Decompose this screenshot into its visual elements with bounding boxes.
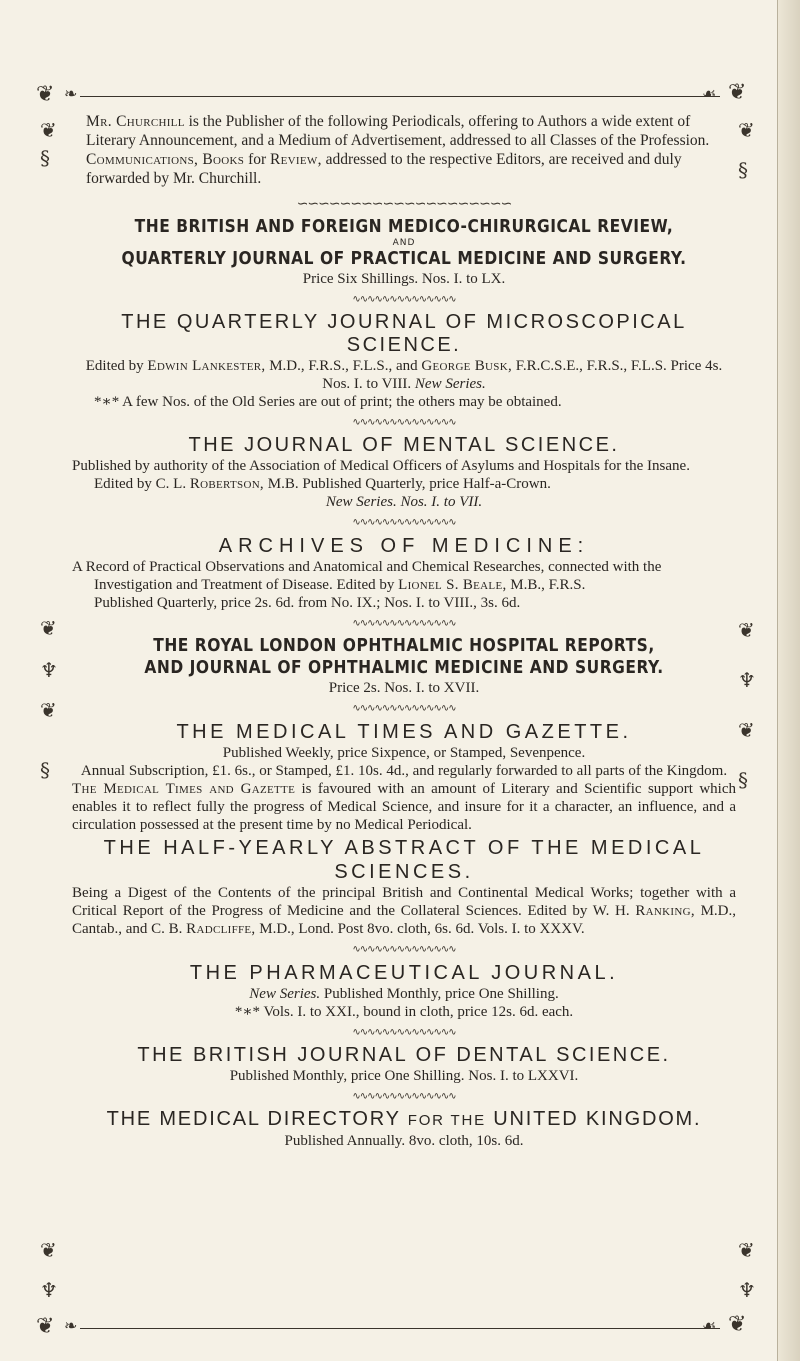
entry-title: THE PHARMACEUTICAL JOURNAL.	[189, 962, 619, 984]
entry-text	[72, 558, 736, 594]
vine-ornament-icon: ♆	[738, 1278, 756, 1302]
entry-text	[72, 884, 736, 938]
vine-ornament-icon: §	[40, 758, 50, 782]
catalogue-content	[72, 112, 736, 1152]
wavy-rule: ∿∿∿∿∿∿∿∿∿∿∿∿∿∿	[352, 703, 456, 714]
entry-title: THE QUARTERLY JOURNAL OF MICROSCOPICAL SCIENCE.	[121, 311, 687, 356]
editor-name: Lionel S. Beale,	[398, 577, 507, 593]
entry-text: Published Monthly, price One Shilling.	[320, 986, 559, 1002]
entry-text: M.B., F.R.S.	[506, 577, 586, 593]
ophthalmic-entry	[72, 635, 736, 697]
wavy-rule: ∿∿∿∿∿∿∿∿∿∿∿∿∿∿	[352, 618, 456, 629]
entry-title: THE ROYAL LONDON OPHTHALMIC HOSPITAL REPORTS, AND JOURNAL OF OPHTHALMIC MEDICINE AND SURGERY.	[144, 635, 664, 678]
fleuron-icon: ☙	[702, 1316, 717, 1335]
entry-title: QUARTERLY JOURNAL OF PRACTICAL MEDICINE AND SURGERY.	[121, 248, 687, 269]
entry-title: ARCHIVES OF MEDICINE:	[218, 535, 590, 557]
vine-ornament-icon: ❦	[40, 698, 57, 722]
bottom-border-rule	[80, 1328, 720, 1329]
entry-text: Published Monthly, price One Shilling. Nos. I. to LXXVI.	[229, 1068, 579, 1084]
entry-text: Published by authority of the Association of Medical Officers of Asylums and Hospitals for the Insane.	[72, 458, 690, 474]
entry-title: THE BRITISH AND FOREIGN MEDICO-CHIRURGICAL REVIEW,	[134, 216, 674, 237]
fleuron-icon: ❦	[728, 80, 747, 105]
editor-name: George Busk,	[421, 358, 513, 374]
entry-title-text: FOR THE	[407, 1112, 486, 1129]
wavy-rule: ∿∿∿∿∿∿∿∿∿∿∿∿∿∿	[352, 417, 456, 428]
wavy-rule: ∿∿∿∿∿∿∿∿∿∿∿∿∿∿	[352, 944, 456, 955]
entry-editors	[72, 475, 736, 493]
mental-entry	[72, 434, 736, 511]
entry-text: A Record of Practical Observations and Anatomical and Chemical Researches, connected with the Investigation and Treatment of Disease. Edited by	[72, 559, 662, 593]
entry-text: M.D., Lond. Post 8vo. cloth, 6s. 6d. Vols. I. to XXXV.	[255, 921, 585, 937]
vine-ornament-icon: ❦	[738, 718, 755, 742]
vine-ornament-icon: ❦	[738, 118, 755, 142]
entry-text: M.D., Cantab., and C. B.	[72, 903, 736, 937]
top-border-rule	[80, 96, 720, 97]
page-edge	[777, 0, 800, 1361]
wavy-rule: ∿∿∿∿∿∿∿∿∿∿∿∿∿∿	[352, 1091, 456, 1102]
journal-name: The Medical Times and Gazette	[72, 781, 296, 797]
entry-note: *∗* A few Nos. of the Old Series are out of print; the others may be obtained.	[94, 394, 562, 410]
vine-ornament-icon: ❦	[738, 1238, 755, 1262]
entry-text: Published Weekly, price Sixpence, or Stamped, Sevenpence.	[222, 745, 586, 761]
entry-text: M.D., F.R.S., F.L.S., and	[265, 358, 422, 374]
entry-text: Edited by C. L.	[94, 476, 190, 492]
fleuron-icon: ❦	[728, 1312, 747, 1337]
wavy-rule: ∿∿∿∿∿∿∿∿∿∿∿∿∿∿	[352, 1027, 456, 1038]
entry-series: New Series. Nos. I. to VII.	[325, 494, 483, 510]
entry-text: Annual Subscription, £1. 6s., or Stamped, £1. 10s. 4d., and regularly forwarded to all parts of the Kingdom.	[80, 763, 728, 779]
editor-name: Ranking,	[635, 903, 695, 919]
entry-price: Published Quarterly, price 2s. 6d. from No. IX.; Nos. I. to VIII., 3s. 6d.	[94, 595, 521, 611]
entry-title-and: AND	[392, 238, 416, 248]
entry-price: Price 2s. Nos. I. to XVII.	[328, 680, 480, 696]
editor-name: Radcliffe,	[186, 921, 256, 937]
microscopical-entry	[72, 311, 736, 411]
vine-ornament-icon: §	[738, 158, 748, 182]
intro-text: Communications, Books	[86, 151, 245, 168]
intro-text: is the Publisher of the following Periodicals, offering to Authors a wide extent of Literary Announcement, and a Medium of Advertisement, addressed to all Classes of the Profession.	[86, 113, 710, 149]
entry-title: THE BRITISH JOURNAL OF DENTAL SCIENCE.	[137, 1044, 671, 1066]
entry-title-text: UNITED KINGDOM.	[485, 1108, 702, 1130]
vine-ornament-icon: ♆	[738, 668, 756, 692]
wavy-rule: ∽∽∽∽∽∽∽∽∽∽∽∽∽∽∽∽∽∽∽∽	[296, 196, 512, 212]
entry-editors	[72, 357, 736, 393]
dental-entry	[72, 1044, 736, 1085]
vine-ornament-icon: ♆	[40, 1278, 58, 1302]
editor-name: Edwin Lankester,	[147, 358, 266, 374]
intro-text: for	[244, 151, 271, 168]
intro-text: Review,	[270, 151, 322, 168]
entry-series: New Series.	[414, 376, 486, 392]
vine-ornament-icon: ❦	[40, 1238, 57, 1262]
review-entry	[72, 216, 736, 288]
entry-title: THE JOURNAL OF MENTAL SCIENCE.	[188, 434, 620, 456]
entry-text: Being a Digest of the Contents of the principal British and Continental Medical Works; together with a Critical Report of the Progress of Medicine and the Collateral Sciences. Edited by W. H.	[72, 885, 736, 919]
entry-text	[72, 985, 736, 1003]
wavy-rule: ∿∿∿∿∿∿∿∿∿∿∿∿∿∿	[352, 294, 456, 305]
vine-ornament-icon: ❦	[738, 618, 755, 642]
fleuron-icon: ❧	[64, 1316, 78, 1335]
entry-text: M.B. Published Quarterly, price Half-a-Crown.	[263, 476, 551, 492]
entry-title-text: THE MEDICAL DIRECTORY	[106, 1108, 408, 1130]
times-entry	[72, 720, 736, 834]
entry-series: New Series.	[249, 986, 321, 1002]
fleuron-icon: ❦	[36, 1314, 55, 1339]
vine-ornament-icon: ❦	[40, 616, 57, 640]
vine-ornament-icon: ♆	[40, 658, 58, 682]
editor-name: Robertson,	[189, 476, 264, 492]
fleuron-icon: ❦	[36, 82, 55, 107]
publisher-intro	[86, 112, 736, 188]
vine-ornament-icon: §	[40, 146, 50, 170]
fleuron-icon: ❧	[64, 84, 78, 103]
fleuron-icon: ☙	[702, 84, 717, 103]
vine-ornament-icon: ❦	[40, 118, 57, 142]
abstract-entry	[72, 836, 736, 938]
entry-text: F.R.C.S.E., F.R.S., F.L.S. Price 4s. Nos. I. to VIII.	[322, 358, 723, 392]
entry-title	[72, 1108, 736, 1132]
vine-ornament-icon: §	[738, 768, 748, 792]
entry-note: *∗* Vols. I. to XXI., bound in cloth, price 12s. 6d. each.	[234, 1004, 574, 1020]
publisher-name: Mr. Churchill	[86, 113, 185, 130]
entry-title: THE MEDICAL TIMES AND GAZETTE.	[176, 721, 632, 743]
intro-text: addressed to the respective Editors, are received and duly forwarded by Mr. Churchill.	[86, 151, 682, 187]
entry-text: is favoured with an amount of Literary and Scientific support which enables it to reflect fully the progress of Medical Science, and insure for it a character, an influence, and a circulation possessed at the present time by no Medical Periodical.	[72, 781, 736, 833]
entry-price: Published Annually. 8vo. cloth, 10s. 6d.	[284, 1133, 524, 1149]
wavy-rule: ∿∿∿∿∿∿∿∿∿∿∿∿∿∿	[352, 517, 456, 528]
entry-text	[72, 780, 736, 834]
directory-entry	[72, 1108, 736, 1150]
archives-entry	[72, 534, 736, 612]
entry-title: THE HALF-YEARLY ABSTRACT OF THE MEDICAL SCIENCES.	[103, 837, 705, 883]
entry-price: Price Six Shillings. Nos. I. to LX.	[302, 271, 506, 287]
entry-text: Edited by	[85, 358, 148, 374]
pharmaceutical-entry	[72, 961, 736, 1021]
